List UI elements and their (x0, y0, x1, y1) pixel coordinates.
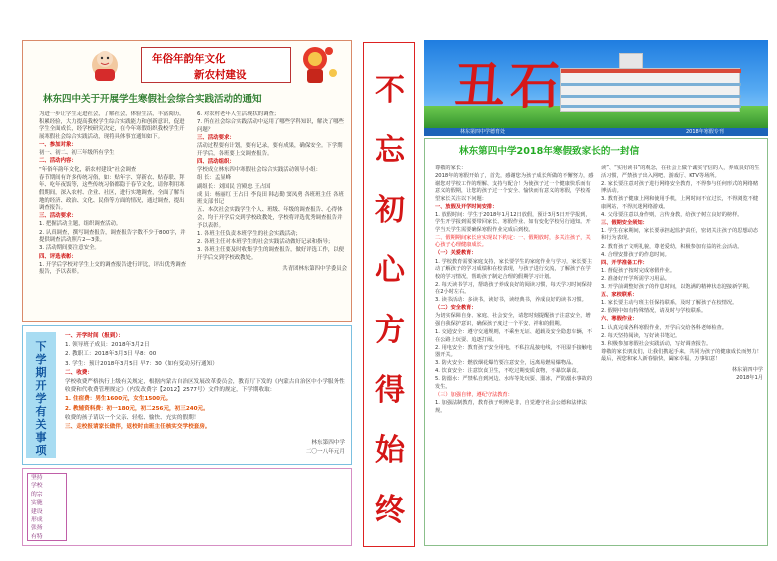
slogan-character: 始 (375, 433, 405, 468)
letter-paragraph: 二、假期期间家长应实现以下约定：一、假期放时，多关注孩子，关心孩子心理健康成长。 (435, 234, 591, 249)
notice-paragraph: 副组长：刘国民 宫殿忠 王占国 (197, 183, 271, 190)
slogan-character: 忘 (375, 133, 405, 168)
next-semester-label-bar (26, 332, 56, 458)
notice-paragraph: 活动过程要有计划，要有记录，要有成果，确保安全。下学期开学后，各班要上交调查报告。 (197, 143, 343, 157)
slogan-character: 不 (375, 73, 405, 108)
notice-paragraph: 四、活动组织： (197, 158, 235, 165)
next-semester-item: 1. 住宿费：男生1600元，女生1500元。 (65, 396, 172, 403)
next-semester-panel (22, 325, 352, 465)
letter-paragraph: 1. 学校教育需要家庭支持，家长要学生的家庭作业与学习，家长要主动了解孩子的学习成绩和在校表现，与孩子进行交流，了解孩子在学校的学习情况，帮助孩子制定合理的假期学习计划。 (435, 258, 593, 280)
letter-paragraph: 2. 家长要注意对孩子进行网络安全教育，不得参与任何形式的网络赌博活动。 (601, 180, 759, 195)
motto-line: 形成 (31, 517, 43, 524)
notice-paragraph: 7. 所在社会综合实践活动中运用了哪些学科知识，解决了哪些问题？ (197, 119, 345, 133)
letter-paragraph: 2018年1月 (736, 374, 763, 381)
notice-column-right (197, 111, 347, 316)
letter-paragraph: 五、家校联系： (601, 292, 638, 299)
letter-paragraph: 5. 防溺水：严禁私自到河边、水库等处玩耍、溜冰，严防溺水事故的发生。 (435, 376, 593, 390)
letter-paragraph: 读”、“实用读书”的观念，在社会上做个诚实守信的人，养成良好的生活习惯，严禁孩子出入网吧、游戏厅、KTV等场所。 (601, 165, 760, 179)
slogan-vertical (363, 42, 415, 547)
letter-title: 林东第四中学2018年寒假致家长的一封信 (459, 146, 640, 157)
banner-line-1: 年俗年韵年文化 (152, 53, 226, 65)
masthead-issue: 2018年寒假专刊 (686, 129, 724, 135)
next-semester-body (65, 332, 345, 462)
next-semester-item: 一、开学时间（报到）： (65, 333, 124, 339)
motto-line: 有特 (31, 533, 43, 540)
notice-banner (141, 47, 291, 83)
letter-paragraph: 4. 合理安排孩子的作息时间。 (601, 251, 670, 258)
letter-paragraph: 2018年的寒假开始了，首先，感谢您为孩子成长所做的不懈努力，感谢您对学校工作的理解、支持与配合！为使孩子过一个健康快乐而有意义的假期，让您的孩子过一个安全、愉快而有意义的寒假，学校希望家长关注以下问题： (435, 173, 594, 202)
letter-paragraph: 2. 每天读书学习，帮助孩子养成良好的阅读习惯，每天学习时间保持在2小时左右。 (435, 281, 593, 296)
motto-line: 学校 (31, 483, 43, 490)
letter-paragraph: 1. 交通安全：遵守交通规则，不乘坐无证、超载及安全隐患车辆，不在公路上玩耍、追逐打闹。 (435, 329, 593, 343)
letter-paragraph: 尊敬的家长： (435, 165, 467, 171)
notice-panel (22, 40, 352, 322)
rooster-mascot-icon (85, 45, 123, 83)
motto-line: 坚持 (31, 475, 43, 481)
letter-paragraph: 2. 假期中如有特殊情况，请及时与学校联系。 (601, 308, 707, 315)
motto-panel (22, 468, 352, 546)
letter-paragraph: 2. 教育孩子文明礼貌，尊老爱幼，积极参加有益的社会活动。 (601, 243, 743, 250)
letter-paragraph: （二）安全教育： (435, 305, 477, 312)
motto-line: 的宗 (31, 491, 43, 498)
notice-paragraph: 组 长：孟显峰 (197, 175, 232, 182)
notice-paragraph: 五、本次社会实践学生个人、班级、年级的调查报告、心得体会，均于开学后交到学校政教处，学校将评选优秀调查报告并予以表彰。 (197, 207, 343, 229)
notice-paragraph: 2. 各班主任对本班学生的社会实践活动做好记录和指导； (197, 239, 334, 246)
slogan-character: 初 (375, 193, 405, 228)
next-semester-signature: 林东第四中学 (311, 440, 345, 447)
next-semester-items (65, 332, 345, 431)
notice-paragraph: 1. 开学后学校对学生上交的调查报告进行评比，评出优秀调查报告，予以表彰。 (39, 261, 187, 276)
letter-panel (424, 138, 768, 546)
next-semester-item: 收费的孩子请以一个父亲、轻松、愉快、充实的假期！ (65, 414, 200, 421)
notice-paragraph: 3. 各班主任要及时收集学生的调查报告，做好评选工作，以便开学后交到学校政教处。 (197, 247, 345, 261)
next-semester-item: 1. 领导班子成员：2018年3月2日 (65, 342, 150, 349)
letter-column-left (435, 165, 595, 543)
letter-paragraph: 3. 教育孩子健康上网和使用手机，上网时间不宜过长，不得浏览不健康网站，不得沉迷网络游戏。 (601, 196, 759, 210)
slogan-character: 心 (375, 253, 405, 288)
letter-paragraph: （一）关爱教育： (435, 250, 477, 257)
letter-paragraph: 1. 督促孩子按时完成寒假作业。 (601, 267, 676, 274)
letter-paragraph: 1. 学生在家期间，家长要承担起监护责任，密切关注孩子的思想动态和行为表现。 (601, 227, 759, 242)
banner-line-2: 新农村建设 (194, 69, 247, 81)
letter-paragraph: 1. 放假时间：学生于2018年1月12日放假，预计3月5日开学报到，学生开学报到需要带回家长、寒假作业、如有变化学校另行通知。开学当天学生需要确保寒假作业完成后到校。 (435, 211, 591, 233)
next-semester-item: 3. 学生：预计2018年3月5日 早7：30（如有变动另行通知） (65, 360, 218, 367)
next-semester-label: 下学期开学有关事项 (35, 340, 47, 457)
letter-paragraph: 3. 开学前调整好孩子的作息时间，以饱满的精神状态迎接新学期。 (601, 284, 753, 291)
next-semester-date: 二〇一八年元月 (305, 449, 345, 456)
letter-paragraph: （三）加强自律，遵纪守法教育： (435, 392, 513, 398)
slogan-character: 终 (375, 493, 405, 528)
slogan-character: 得 (375, 373, 405, 408)
letter-paragraph: 1. 认真完成各科寒假作业，开学后交给各科老师检查。 (601, 324, 727, 331)
letter-paragraph: 3. 积极参加寒假社会实践活动，写好调查报告。 (601, 340, 712, 347)
letter-paragraph: 2. 每天坚持阅读，写好读书笔记。 (601, 332, 681, 339)
letter-paragraph: 4. 父母要注意以身作则，言传身教，给孩子树立良好的榜样。 (601, 211, 743, 218)
motto-line: 建设 (31, 508, 43, 515)
masthead-strip (424, 128, 768, 136)
letter-paragraph: 四、开学准备工作： (601, 259, 648, 266)
next-semester-item: 三、走校报请家长做伴，返校时由班主任核实交学校套房。 (65, 424, 211, 431)
letter-paragraph: 2. 准备好开学所需学习用品。 (601, 275, 670, 282)
letter-paragraph: 六、寒假作业： (601, 316, 638, 323)
notice-paragraph: 三、活动要求： (39, 213, 77, 220)
notice-title: 林东四中关于开展学生寒假社会综合实践活动的通知 (43, 94, 262, 105)
notice-paragraph: 6. 对农村老年人生活现状的调查； (197, 111, 280, 117)
notice-paragraph: 共青团林东第四中学委员会 (282, 266, 347, 273)
motto-lines (27, 473, 67, 541)
letter-paragraph: 林东第四中学 (731, 366, 763, 373)
letter-paragraph: 为切实保障自身、家庭、社会安全，请您时刻提醒孩子注意安全，增强自我保护意识，确保孩子度过一个平安、祥和的假期。 (435, 313, 591, 327)
letter-paragraph: 3. 读书活动：多读书，读好书，读经典书，养成良好的读书习惯。 (435, 297, 587, 304)
notice-paragraph: 3. 活动期间要注意安全。 (39, 245, 100, 252)
letter-paragraph: 三、假期安全须知： (601, 219, 648, 226)
letter-paragraph: 4. 饮食安全：注意饮食卫生，不吃过期变质食物，不暴饮暴食。 (435, 368, 582, 375)
notice-paragraph: 1. 各班主任负责本班学生的社会实践活动； (197, 230, 301, 237)
notice-paragraph: 学校成立林东四中寒假社会综合实践活动领导小组： (197, 167, 321, 174)
letter-paragraph: 1. 加强法制教育，教育孩子明辨是非，自觉遵守社会公德和法律法规。 (435, 400, 587, 414)
notice-paragraph: 初一、初二、初三年级所有学生 (39, 150, 115, 157)
next-semester-item: 二、收费： (65, 369, 93, 376)
slogan-character: 方 (375, 313, 405, 348)
hero-banner (424, 40, 768, 130)
motto-line: 张扬 (31, 525, 43, 532)
notice-paragraph: 2. 认真调查，撰写调查报告，调查报告字数不少于800字，并提供调查活动照片2—3张。 (39, 229, 186, 244)
next-semester-item: 2. 教辅资料费：初一180元，初二256元，初三240元。 (65, 405, 209, 412)
masthead-publisher: 林东第四中学德育处 (460, 129, 506, 135)
motto-line: 实施 (31, 500, 43, 507)
letter-paragraph: 尊敬的家长朋友们，让我们携起手来，共同为孩子的健康成长而努力！最后，祝您和家人新春愉快，阖家幸福，万事如意！ (601, 348, 762, 363)
notice-paragraph: 二、活动内容： (39, 158, 77, 165)
letter-paragraph: 一、放假及开学时间安排： (435, 203, 498, 210)
next-semester-item: 2. 教职工：2018年3月3日 早8：00 (65, 351, 157, 358)
masthead-title: 丑石 (454, 56, 566, 115)
letter-paragraph: 2. 用电安全：教育孩子安全用电，不私拉乱接电线，不用湿手接触电器开关。 (435, 344, 593, 359)
school-building-image (560, 68, 740, 112)
firecracker-mascot-icon (293, 43, 339, 85)
notice-paragraph: 三、活动要求： (197, 134, 235, 141)
letter-column-right (601, 165, 763, 543)
notice-paragraph: “年俗年韵年文化，新农村建设”社会调查 (39, 166, 137, 173)
notice-paragraph: 一、参加对象： (39, 141, 77, 148)
notice-paragraph: 为进一步让学生走进社会，了解社会，体验生活，丰富阅历，积累经验，大力提高我校学生综合实践能力和创新意识，促进学生全面成长，经学校研究决定，在今年寒假组织我校学生开展寒假社会综合实践活动，现将具体事宜通知如下。 (39, 111, 185, 140)
next-semester-item: 学校收费严格执行上级有关规定，根据内蒙古自治区发展改革委员会，教育厅下发的《内蒙古自治区中小学服务性收费和代收费管理规定》（内发改费字【2012】2577号）文件的规定，下学期收取： (65, 379, 345, 394)
notice-paragraph: 成 员：杨丽红 王占日 李良田 韩志勤 窦凤勇 各班班主任 各班班支部书记 (197, 191, 344, 206)
notice-paragraph: 春节期间有许多传统习俗，如：贴年字、穿新衣、贴春联、拜年、吃年夜饭等，这些传统习俗都隐于春节文化，请你利用寒假期间，深入农村、企业、社区，进行实地调查，全面了解当地的经济、政治、文化、民俗等方面的情况，通过调查，提出调查报告。 (39, 174, 185, 212)
notice-paragraph: 1. 把握活动主题，组织调查活动。 (39, 221, 122, 228)
notice-paragraph: 四、评选表彰： (39, 253, 77, 260)
letter-paragraph: 1. 家长要主动与班主任保持联系，及时了解孩子在校情况。 (601, 300, 738, 307)
letter-paragraph: 3. 防火安全：燃放烟花爆竹要注意安全，远离易燃易爆物品。 (435, 360, 577, 367)
notice-column-left (39, 111, 189, 316)
